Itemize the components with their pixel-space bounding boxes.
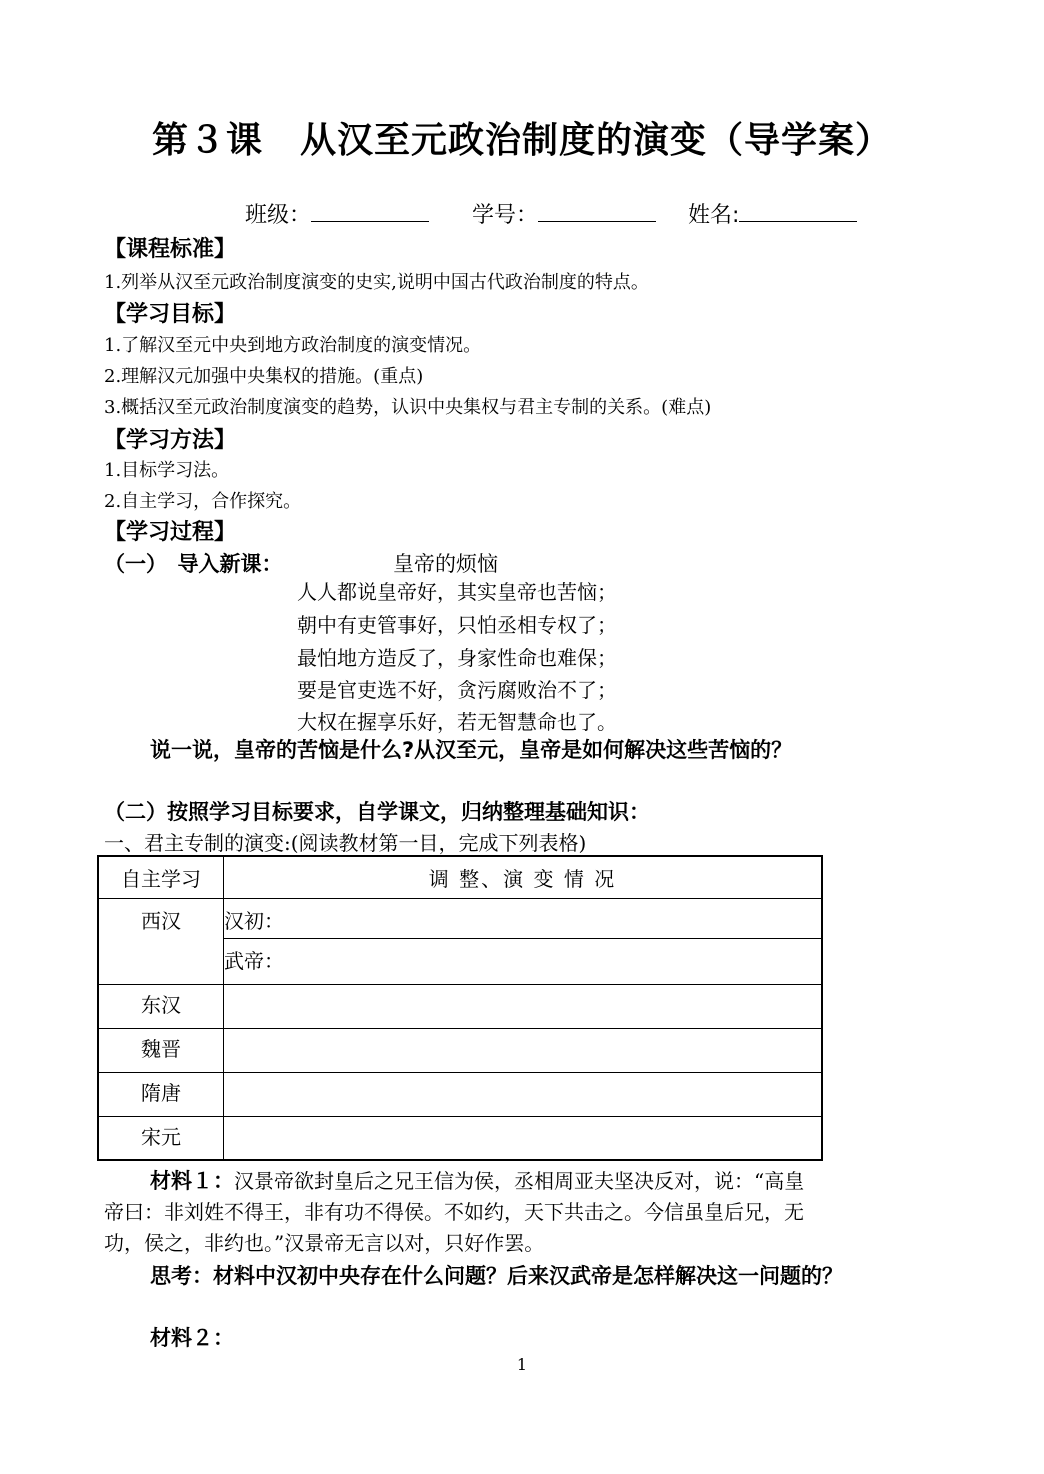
row-label-xihan: 西汉 (98, 898, 224, 984)
material1-line2: 帝曰：非刘姓不得王，非有功不得侯。不如约，天下共击之。今信虽皇后兄，无 (104, 1200, 804, 1224)
part2-heading: （二）按照学习目标要求，自学课文，归纳整理基础知识： (104, 800, 650, 824)
page-title: 第３课 从汉至元政治制度的演变（导学案） (151, 120, 892, 161)
goal-item: 1.了解汉至元中央到地方政治制度的演变情况。 (104, 335, 482, 356)
poem-line: 最怕地方造反了，身家性命也难保； (297, 646, 617, 670)
material1-line3: 功，侯之，非约也。”汉景帝无言以对，只好作罢。 (104, 1231, 545, 1255)
material1-line1 (150, 1165, 804, 1195)
think-question: 思考：材料中汉初中央存在什么问题？后来汉武帝是怎样解决这一问题的？ (150, 1264, 843, 1288)
name-field (688, 198, 857, 229)
goal-item: 3.概括汉至元政治制度演变的趋势，认识中央集权与君主专制的关系。(难点) (104, 397, 712, 418)
answer-cell (224, 1028, 823, 1072)
method-item: 1.目标学习法。 (104, 460, 230, 481)
material2-label: 材料２： (150, 1326, 234, 1350)
material1-label: 材料１： (150, 1169, 234, 1193)
intro-topic: 皇帝的烦恼 (393, 552, 498, 576)
class-label: 班级： (245, 203, 312, 228)
poem-line: 人人都说皇帝好，其实皇帝也苦恼； (297, 580, 617, 604)
intro-question: 说一说，皇帝的苦恼是什么?从汉至元，皇帝是如何解决这些苦恼的？ (150, 738, 793, 762)
method-heading: 【学习方法】 (104, 428, 237, 453)
table-header-cell: 调 整、演 变 情 况 (224, 856, 823, 898)
xihan-early-cell: 汉初： (224, 898, 823, 938)
number-label: 学号： (472, 203, 539, 228)
answer-cell (224, 984, 823, 1028)
poem-line: 大权在握享乐好，若无智慧命也了。 (297, 710, 617, 734)
number-field (472, 198, 656, 229)
goal-heading: 【学习目标】 (104, 302, 237, 327)
name-blank (739, 203, 857, 222)
row-label-suitang: 隋唐 (98, 1072, 224, 1116)
xihan-wudi-cell: 武帝： (224, 938, 823, 984)
poem-line: 朝中有吏管事好，只怕丞相专权了； (297, 613, 617, 637)
evolution-table (97, 855, 823, 1161)
row-label-weijin: 魏晋 (98, 1028, 224, 1072)
class-blank (311, 203, 429, 222)
goal-item: 2.理解汉元加强中央集权的措施。(重点) (104, 366, 424, 387)
material1-text: 汉景帝欲封皇后之兄王信为侯，丞相周亚夫坚决反对，说：“高皇 (234, 1169, 805, 1193)
standard-heading: 【课程标准】 (104, 237, 237, 262)
row-label-donghan: 东汉 (98, 984, 224, 1028)
standard-item: 1.列举从汉至元政治制度演变的史实,说明中国古代政治制度的特点。 (104, 272, 649, 293)
intro-label: （一） 导入新课： (104, 552, 283, 576)
name-label: 姓名: (688, 203, 740, 228)
number-blank (538, 203, 656, 222)
class-field (245, 198, 429, 229)
poem-line: 要是官吏选不好，贪污腐败治不了； (297, 678, 617, 702)
answer-cell (224, 1072, 823, 1116)
part2-subheading: 一、君主专制的演变:(阅读教材第一目，完成下列表格) (104, 831, 587, 855)
answer-cell (224, 1116, 823, 1160)
page-number: 1 (516, 1355, 528, 1374)
table-header-cell: 自主学习 (98, 856, 224, 898)
method-item: 2.自主学习，合作探究。 (104, 491, 302, 512)
row-label-songyuan: 宋元 (98, 1116, 224, 1160)
process-heading: 【学习过程】 (104, 520, 237, 545)
